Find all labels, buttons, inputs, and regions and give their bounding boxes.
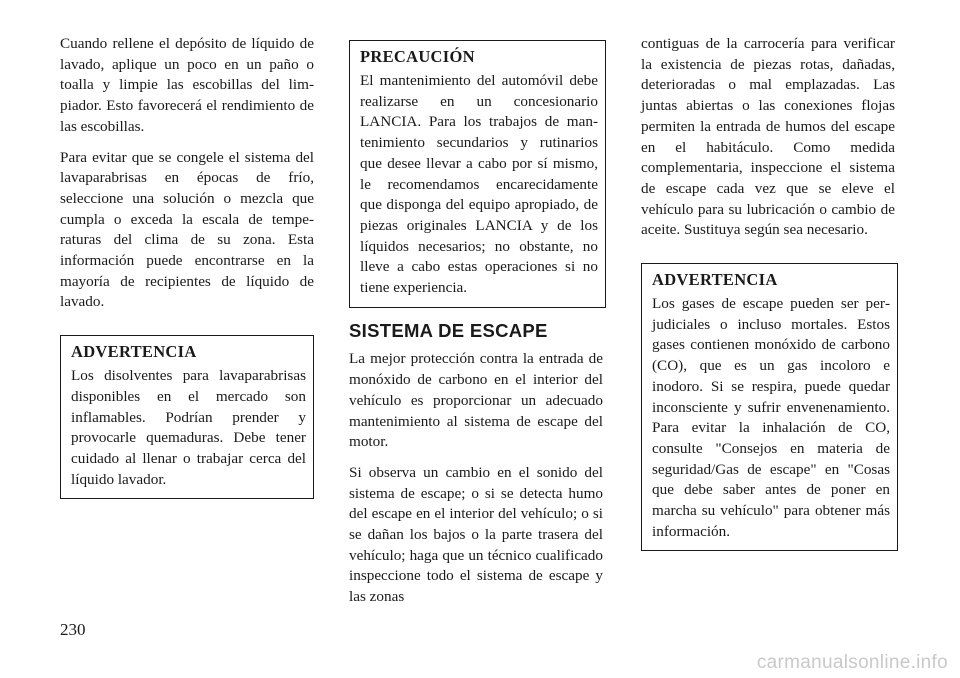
freeze-protection-paragraph: Para evitar que se congele el sistema del lavaparabrisas en épocas de frío, seleccione una solución o mezcla que cumpla o exceda la escala de temperaturas del clima de su zona. Esta información puede encontrarse en la mayoría de recipientes de líquido de lavado. xyxy=(60,148,314,311)
warning-title: ADVERTENCIA xyxy=(652,270,778,290)
warning-text: Los gases de escape pueden ser perjudiciales o incluso mortales. Estos gases contienen monóxido de carbono (CO), que es un gas incoloro e inodoro. Si se respira, puede quedar inconsciente y sufrir envenenamiento. Para evitar la inhalación de CO, consulte "Consejos en materia de seguridad/Gas de escape" en "Cosas que debe saber antes de poner en marcha su vehículo" para obtener más información. xyxy=(652,295,890,540)
warning-title: ADVERTENCIA xyxy=(71,342,197,362)
co-protection-paragraph: La mejor protección contra la entrada de monóxido de carbono en el interior del vehículo es proporcionar un adecuado mantenimiento al sistema de escape del motor. xyxy=(349,350,603,451)
watermark: carmanualsonline.info xyxy=(756,652,948,673)
column-left xyxy=(60,34,314,499)
warning-text: Los disolventes para lavaparabrisas disponibles en el mercado son inflamables. Podrían prender y provocarle quemaduras. Debe tener cuidado al llenar o trabajar cerca del líquido lavador. xyxy=(71,367,306,488)
caution-title: PRECAUCIÓN xyxy=(360,47,475,66)
section-title-exhaust-system: SISTEMA DE ESCAPE xyxy=(349,319,548,341)
page-number: 230 xyxy=(60,620,86,639)
solvent-warning-box xyxy=(60,335,314,499)
exhaust-inspection-continued-paragraph: contiguas de la carrocería para verificar la existencia de piezas rotas, dañadas, deterioradas o mal emplazadas. Las juntas abiertas o las conexiones flojas permiten la entrada de humos del escape en el habitáculo. Como medida complementaria, inspeccione el sistema de escape cada vez que se eleve el vehículo para su lubricación o cambio de aceite. Sustituya según sea necesario. xyxy=(641,35,895,239)
exhaust-inspection-paragraph: Si observa un cambio en el sonido del sistema de escape; o si se detecta humo del escape en el interior del vehículo; o si se dañan los bajos o la parte trasera del vehículo; haga que un técnico cualificado inspeccione todo el sistema de escape y las zonas xyxy=(349,463,603,606)
washer-fluid-paragraph: Cuando rellene el depósito de líquido de lavado, aplique un poco en un paño o toalla y limpie las escobillas del limpiador. Esto favorecerá el rendimiento de las escobillas. xyxy=(60,35,314,135)
caution-text: El mantenimiento del automóvil debe realizarse en un concesionario LANCIA. Para los trabajos de mantenimiento secundarios y rutinarios que desee llevar a cabo por sí mismo, le recomendamos encarecidamente que disponga del equipo apropiado, de piezas originales LANCIA y de los líquidos necesarios; no obstante, no lleve a cabo estas operaciones si no tiene experiencia. xyxy=(360,72,598,297)
exhaust-gas-warning-box xyxy=(641,263,898,551)
column-right xyxy=(641,34,895,551)
column-middle xyxy=(349,40,603,618)
maintenance-caution-box xyxy=(349,40,606,308)
